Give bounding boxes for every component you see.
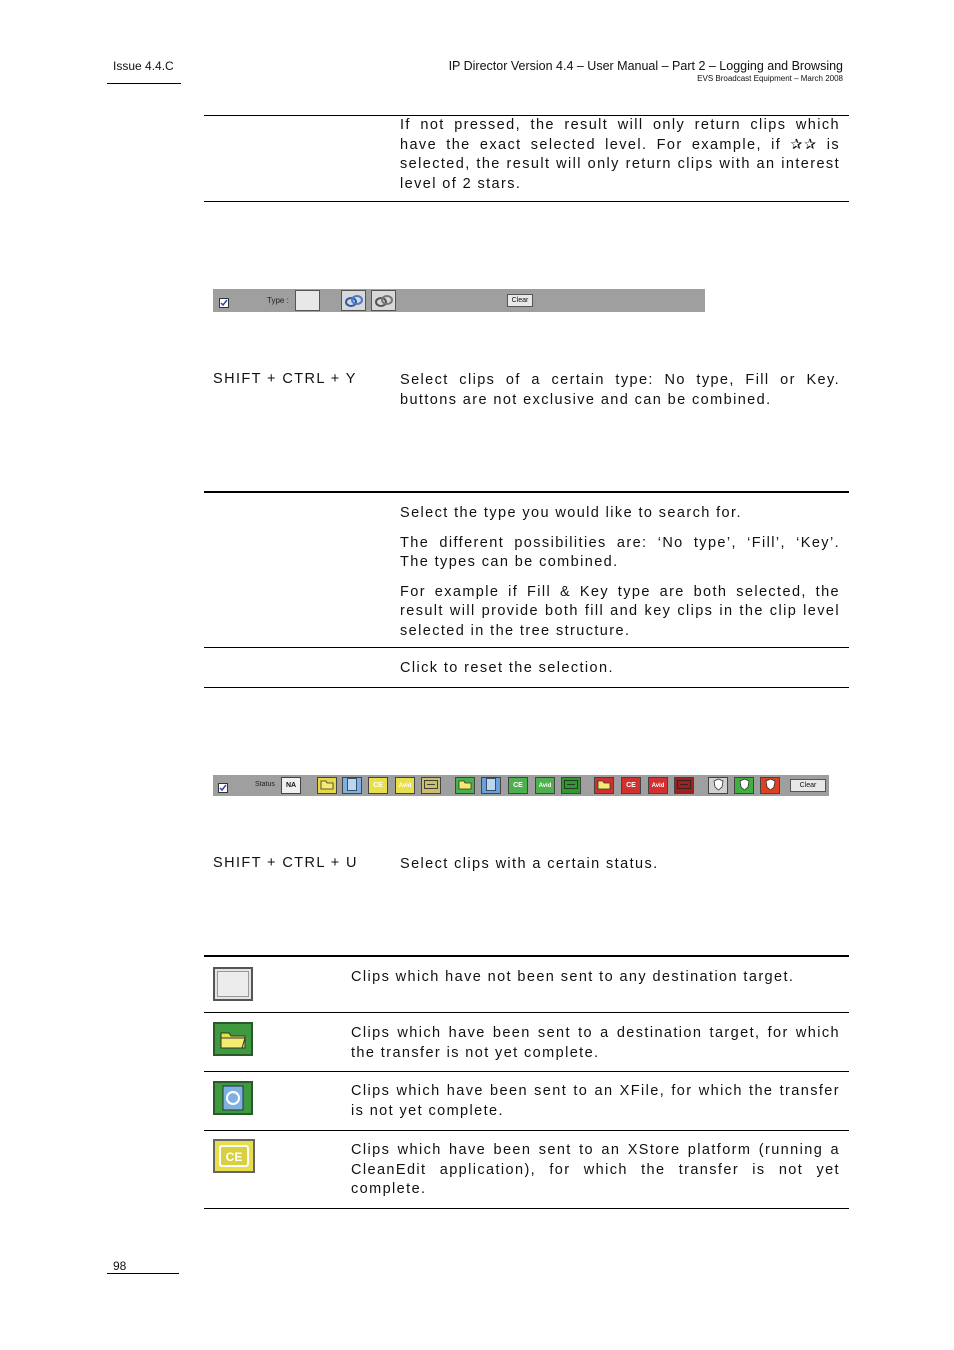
status-xfile-green-button[interactable] — [481, 777, 501, 794]
status-table-rule-2 — [204, 1071, 849, 1072]
status-shield-red-icon — [765, 778, 776, 793]
fill-type-button[interactable] — [341, 290, 366, 311]
fill-link-icon — [345, 295, 363, 307]
status-ce-green-icon: CE — [513, 782, 523, 789]
type-description: Select clips of a certain type: No type, Fill or Key. buttons are not exclusive and can be combined. — [400, 372, 840, 408]
no-type-button[interactable] — [295, 290, 320, 311]
status-table-rule-1 — [204, 1012, 849, 1013]
type-label: Type : — [267, 296, 289, 305]
page-number: 98 — [113, 1259, 127, 1273]
status-shield-red-button[interactable] — [760, 777, 780, 794]
status-avid-yellow-icon: Avid — [398, 782, 412, 789]
status-tape-red-button[interactable] — [674, 777, 694, 794]
type-row1-para1: Select the type you would like to search for. — [400, 505, 742, 521]
status-tape-red-icon — [677, 780, 691, 791]
key-type-button[interactable] — [371, 290, 396, 311]
document-subtitle: EVS Broadcast Equipment – March 2008 — [697, 74, 843, 83]
status-ce-green-button[interactable] — [508, 777, 528, 794]
status-ce-yellow-icon: CE — [373, 782, 383, 789]
type-row1-para2: The different possibilities are: ‘No type’, ‘Fill’, ‘Key’. The types can be combined. — [400, 534, 840, 570]
type-shortcut: SHIFT + CTRL + Y — [213, 371, 357, 387]
type-checkbox-icon[interactable] — [219, 295, 229, 305]
not-sent-status-icon — [213, 967, 253, 1001]
status-folder-yellow-button[interactable] — [317, 777, 337, 794]
status-shield-green-button[interactable] — [734, 777, 754, 794]
status-table-rule-3 — [204, 1130, 849, 1131]
status-tape-green-icon — [564, 780, 578, 791]
status-row-destination: Clips which have been sent to a destination target, for which the transfer is not yet complete. — [351, 1025, 840, 1061]
status-ce-red-button[interactable] — [621, 777, 641, 794]
header-underline — [107, 83, 181, 84]
folder-status-icon — [213, 1022, 253, 1056]
status-shield-green-icon — [739, 778, 750, 793]
status-avid-green-button[interactable] — [535, 777, 555, 794]
status-shortcut: SHIFT + CTRL + U — [213, 855, 358, 871]
footer-underline — [107, 1273, 179, 1274]
xfile-status-icon — [213, 1081, 253, 1115]
status-checkbox-icon[interactable] — [218, 780, 228, 790]
type-row1-para3: For example if Fill & Key type are both selected, the result will provide both fill and key clips in the clip level selected in the tree structure. — [400, 583, 840, 639]
cleanedit-status-icon — [213, 1139, 255, 1173]
status-ce-yellow-button[interactable] — [368, 777, 388, 794]
status-shield-gray-icon — [713, 778, 724, 793]
document-title: IP Director Version 4.4 – User Manual – Part 2 – Logging and Browsing — [448, 59, 843, 73]
status-folder-green-button[interactable] — [455, 777, 475, 794]
status-toolbar — [213, 775, 829, 796]
status-folder-red-button[interactable] — [594, 777, 614, 794]
status-ce-red-icon: CE — [626, 782, 636, 789]
status-avid-yellow-button[interactable] — [395, 777, 415, 794]
status-xfile-green-icon — [486, 778, 496, 793]
status-row-xfile: Clips which have been sent to an XFile, for which the transfer is not yet complete. — [351, 1083, 840, 1119]
table-bottom-rule — [204, 201, 849, 202]
type-table-bottom-rule — [204, 687, 849, 688]
status-description: Select clips with a certain status. — [400, 856, 659, 872]
status-label: Status — [255, 781, 275, 788]
status-table-top-rule — [204, 955, 849, 957]
status-tape-yellow-button[interactable] — [421, 777, 441, 794]
status-avid-red-button[interactable] — [648, 777, 668, 794]
status-avid-red-icon: Avid — [651, 782, 665, 789]
status-folder-yellow-icon — [320, 779, 334, 792]
status-folder-green-icon — [458, 779, 472, 792]
type-row1-text — [400, 504, 840, 641]
status-xfile-blue-icon — [347, 778, 357, 793]
interest-description: If not pressed, the result will only return clips which have the exact selected level. For example, if ✰✰ is selected, the result will only return clips with an interest level of 2 stars. — [400, 117, 840, 192]
status-clear-button[interactable]: Clear — [790, 779, 826, 792]
type-toolbar — [213, 289, 705, 312]
type-clear-button[interactable]: Clear — [507, 294, 533, 307]
issue-label: Issue 4.4.C — [113, 59, 174, 73]
status-xfile-blue-button[interactable] — [342, 777, 362, 794]
type-table-mid-rule — [204, 647, 849, 648]
status-shield-gray-button[interactable] — [708, 777, 728, 794]
status-table-bottom-rule — [204, 1208, 849, 1209]
status-na-button[interactable]: NA — [281, 777, 301, 794]
status-tape-yellow-icon — [424, 780, 438, 791]
type-table-top-rule — [204, 491, 849, 493]
type-row2-text: Click to reset the selection. — [400, 660, 614, 676]
status-row-xstore: Clips which have been sent to an XStore platform (running a CleanEdit application), for which the transfer is not yet complete. — [351, 1142, 840, 1197]
svg-text:CE: CE — [225, 1150, 243, 1164]
status-folder-red-icon — [597, 779, 611, 792]
status-tape-green-button[interactable] — [561, 777, 581, 794]
key-link-icon — [375, 295, 393, 307]
status-row-not-sent: Clips which have not been sent to any destination target. — [351, 969, 795, 985]
status-avid-green-icon: Avid — [538, 782, 552, 789]
